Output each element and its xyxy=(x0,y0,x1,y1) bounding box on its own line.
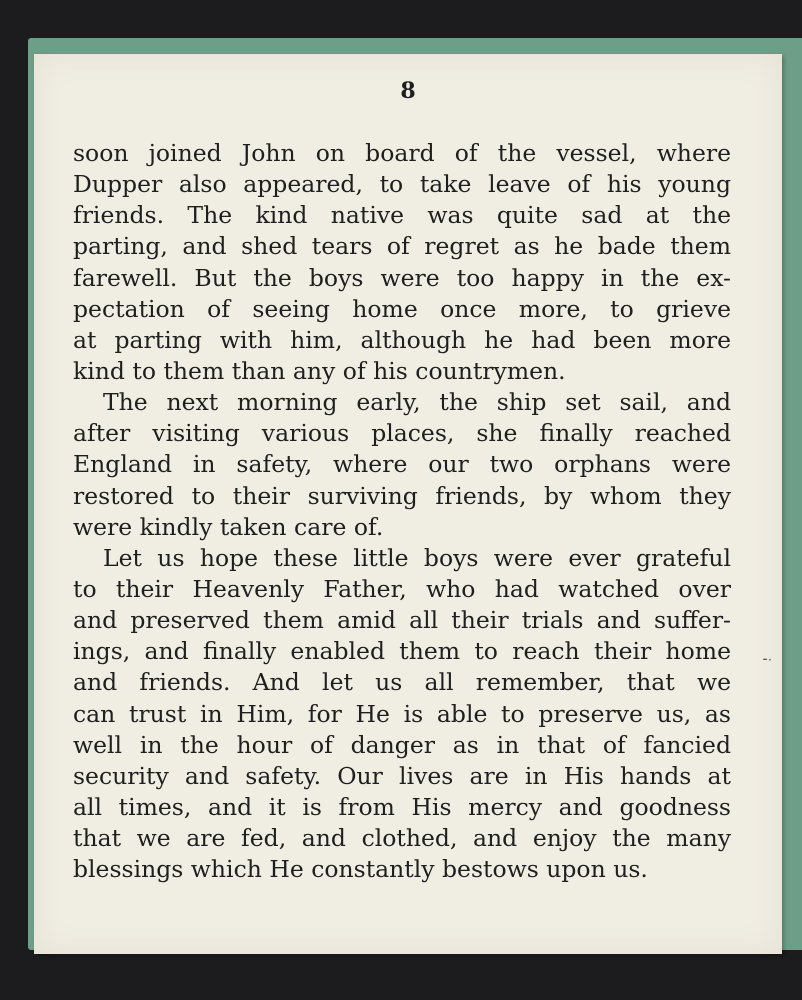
text-line: security and safety. Our lives are in His hands at xyxy=(73,761,731,790)
text-line: The next morning early, the ship set sail, and xyxy=(103,388,731,417)
text-line: Let us hope these little boys were ever grateful xyxy=(103,543,731,572)
text-line: that we are fed, and clothed, and enjoy the many xyxy=(73,824,731,853)
text-line: were kindly taken care of. xyxy=(73,512,384,541)
text-line: and preserved them amid all their trials and suffer- xyxy=(73,606,731,635)
text-line: pectation of seeing home once more, to grieve xyxy=(73,294,731,323)
text-line: and friends. And let us all remember, that we xyxy=(73,668,731,697)
text-line: well in the hour of danger as in that of fancied xyxy=(73,730,731,759)
text-line: at parting with him, although he had been more xyxy=(73,325,731,354)
text-line: friends. The kind native was quite sad at the xyxy=(73,201,731,230)
text-line: England in safety, where our two orphans were xyxy=(73,450,731,479)
text-line: parting, and shed tears of regret as he bade them xyxy=(73,232,731,261)
page-number: 8 xyxy=(400,78,416,104)
text-line: farewell. But the boys were too happy in the ex- xyxy=(73,263,731,292)
text-line: can trust in Him, for He is able to preserve us, as xyxy=(73,699,731,728)
paragraph xyxy=(73,138,731,387)
paragraph xyxy=(73,543,731,886)
paragraph xyxy=(73,387,731,543)
text-line: soon joined John on board of the vessel, where xyxy=(73,139,731,167)
book-page xyxy=(34,54,782,954)
body-text xyxy=(73,138,731,885)
text-line: ings, and finally enabled them to reach their home xyxy=(73,637,731,666)
text-line: restored to their surviving friends, by whom they xyxy=(73,481,731,510)
text-line: kind to them than any of his countrymen. xyxy=(73,356,566,385)
text-line: all times, and it is from His mercy and goodness xyxy=(73,792,731,821)
text-line: to their Heavenly Father, who had watched over xyxy=(73,574,731,603)
binding-thread-mark: ⁃· xyxy=(762,653,772,667)
text-line: Dupper also appeared, to take leave of his young xyxy=(73,170,731,199)
text-line: blessings which He constantly bestows upon us. xyxy=(73,855,648,884)
text-line: after visiting various places, she finally reached xyxy=(73,419,731,448)
